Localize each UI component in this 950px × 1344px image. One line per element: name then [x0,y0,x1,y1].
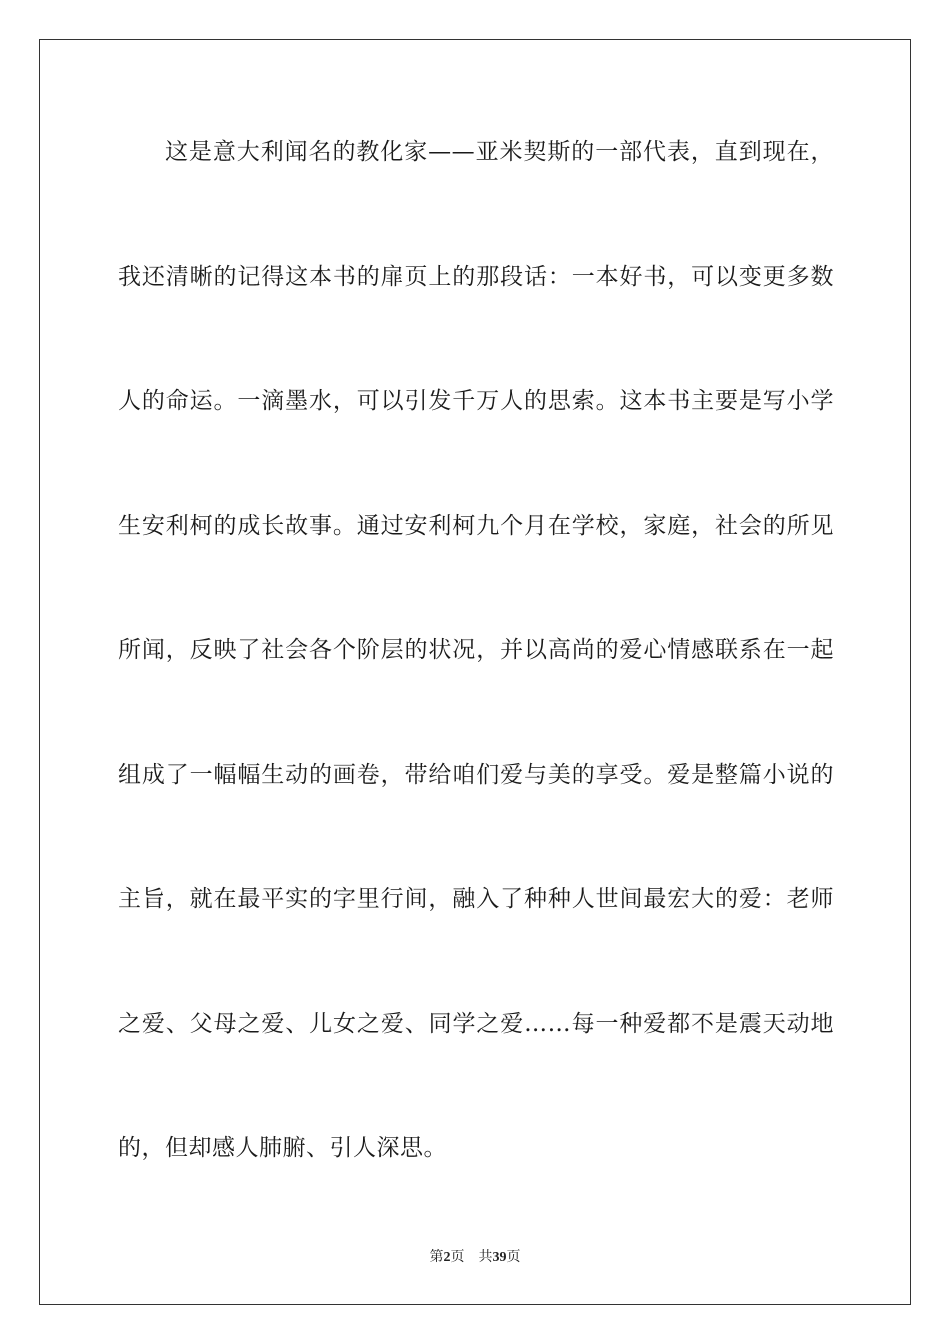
paragraph-line: 主旨，就在最平实的字里行间，融入了种种人世间最宏大的爱：老师 [118,886,834,912]
paragraph-line: 之爱、父母之爱、儿女之爱、同学之爱……每一种爱都不是震天动地 [118,1011,834,1037]
paragraph-line: 人的命运。一滴墨水，可以引发千万人的思索。这本书主要是写小学 [118,388,834,414]
page-current: 2 [443,1250,451,1265]
page-suffix: 页 [450,1249,465,1265]
page-prefix: 第 [429,1249,444,1265]
paragraph-line: 所闻，反映了社会各个阶层的状况，并以高尚的爱心情感联系在一起 [118,637,834,663]
paragraph-line: 我还清晰的记得这本书的扉页上的那段话：一本好书，可以变更多数 [118,264,834,290]
total-suffix: 页 [506,1249,521,1265]
page-border [39,39,911,1305]
paragraph-line: 这是意大利闻名的教化家——亚米契斯的一部代表，直到现在， [165,139,834,165]
page-total: 39 [492,1250,507,1265]
total-prefix: 共 [478,1249,493,1265]
paragraph-line: 组成了一幅幅生动的画卷，带给咱们爱与美的享受。爱是整篇小说的 [118,762,834,788]
paragraph-line: 生安利柯的成长故事。通过安利柯九个月在学校，家庭，社会的所见 [118,513,834,539]
page-footer [0,1247,950,1268]
paragraph-line: 的，但却感人肺腑、引人深思。 [118,1135,447,1161]
